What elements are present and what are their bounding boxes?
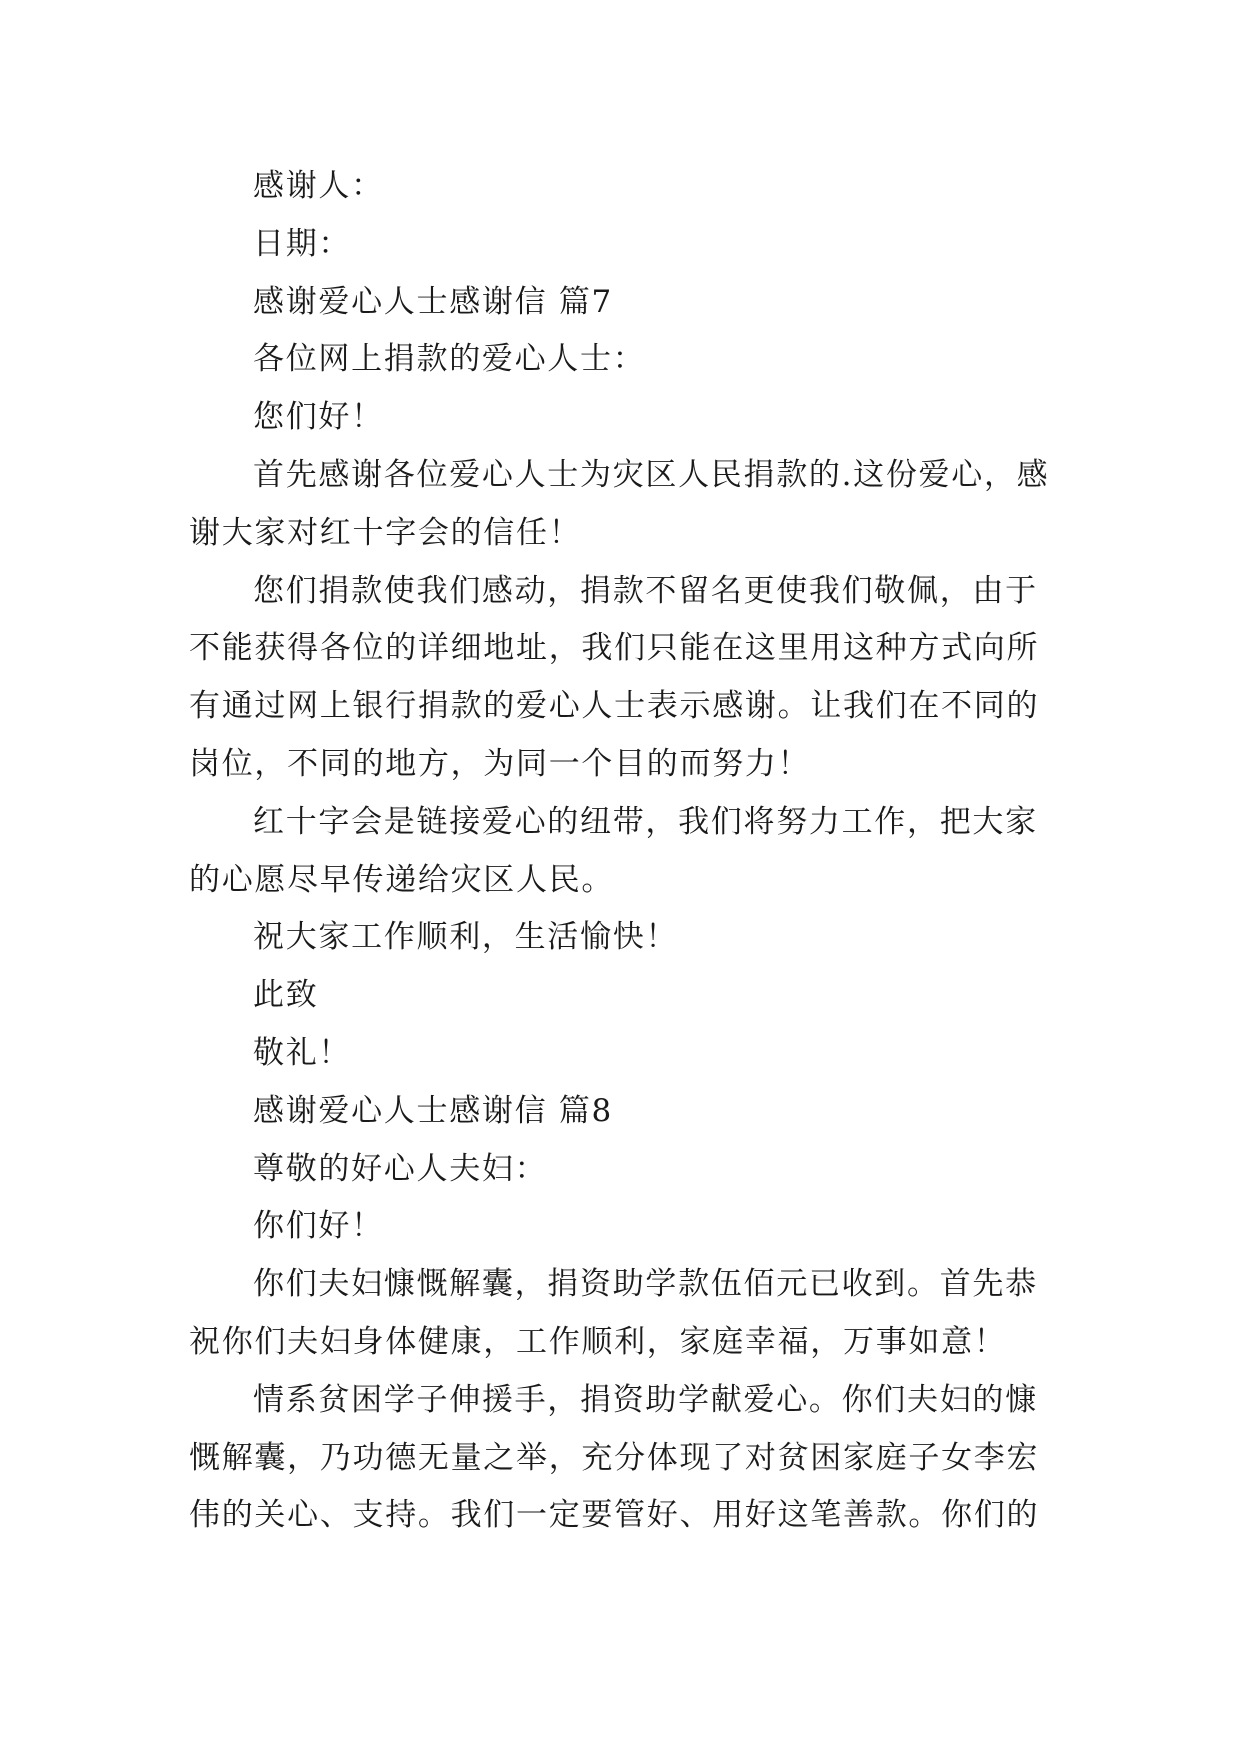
document-body (189, 158, 1057, 1545)
wish-paragraph: 祝大家工作顺利，生活愉快！ (253, 919, 679, 956)
paragraph-date: 日期： (253, 225, 352, 262)
greeting-paragraph: 您们好！ (253, 399, 384, 436)
closing-cizhi: 此致 (253, 977, 319, 1014)
body-paragraph: 你们夫妇慷慨解囊，捐资助学款伍佰元已收到。首先恭祝你们夫妇身体健康，工作顺利，家庭幸福，万事如意！ (189, 1266, 1038, 1360)
salutation-online-donors: 各位网上捐款的爱心人士： (253, 341, 646, 378)
body-paragraph: 首先感谢各位爱心人士为灾区人民捐款的.这份爱心，感谢大家对红十字会的信任！ (189, 456, 1050, 551)
section-heading-8: 感谢爱心人士感谢信 篇8 (253, 1092, 613, 1129)
body-paragraph: 情系贫困学子伸援手，捐资助学献爱心。你们夫妇的慷慨解囊，乃功德无量之举，充分体现了对贫困家庭子女李宏伟的关心、支持。我们一定要管好、用好这笔善款。你们的 (189, 1381, 1040, 1534)
section-heading-7: 感谢爱心人士感谢信 篇7 (253, 283, 613, 320)
greeting-paragraph: 你们好！ (253, 1208, 384, 1245)
closing-jingli: 敬礼！ (253, 1034, 352, 1071)
body-paragraph: 您们捐款使我们感动，捐款不留名更使我们敬佩，由于不能获得各位的详细地址，我们只能在这里用这种方式向所有通过网上银行捐款的爱心人士表示感谢。让我们在不同的岗位，不同的地方，为同一个目的而努力！ (189, 572, 1040, 782)
paragraph-thanker: 感谢人： (253, 168, 384, 204)
body-paragraph: 红十字会是链接爱心的纽带，我们将努力工作，把大家的心愿尽早传递给灾区人民。 (189, 803, 1038, 898)
salutation-couple: 尊敬的好心人夫妇： (253, 1150, 548, 1187)
